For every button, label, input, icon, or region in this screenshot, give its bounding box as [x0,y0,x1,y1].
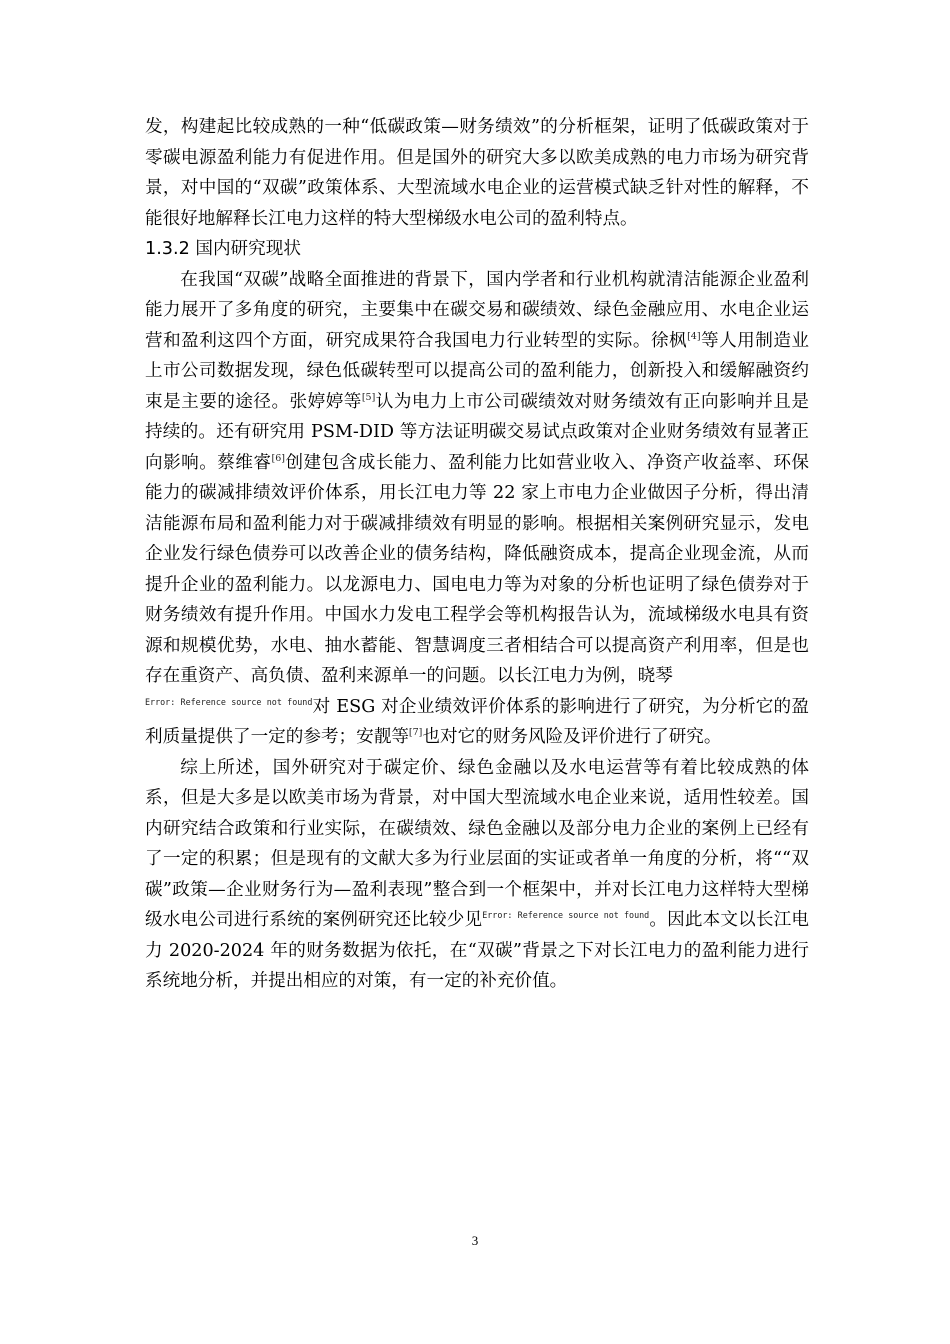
paragraph-text: 创建包含成长能力、盈利能力比如营业收入、净资产收益率、环保能力的碳减排绩效评价体系，用长江电力等 22 家上市电力企业做因子分析，得出清洁能源布局和盈利能力对于碳减排绩效有明显的影响。根据相关案例研究显示，发电企业发行绿色债券可以改善企业的债务结构，降低融资成本，提高企业现金流，从而提升企业的盈利能力。以龙源电力、国电电力等为对象的分析也证明了绿色债券对于财务绩效有提升作用。中国水力发电工程学会等机构报告认为，流域梯级水电具有资源和规模优势，水电、抽水蓄能、智慧调度三者相结合可以提高资产利用率，但是也存在重资产、高负债、盈利来源单一的问题。以长江电力为例，晓琴 [145,452,809,686]
paragraph-summary [145,753,809,997]
paragraph-text: 综上所述，国外研究对于碳定价、绿色金融以及水电运营等有着比较成熟的体系，但是大多是以欧美市场为背景，对中国大型流域水电企业来说，适用性较差。国内研究结合政策和行业实际，在碳绩效、绿色金融以及部分电力企业的案例上已经有了一定的积累；但是现有的文献大多为行业层面的实证或者单一角度的分析，将““双碳”政策—企业财务行为—盈利表现”整合到一个框架中，并对长江电力这样特大型梯级水电公司进行系统的案例研究还比较少见 [145,757,809,930]
paragraph-text: 对 ESG 对企业绩效评价体系的影响进行了研究，为分析它的盈利质量提供了一定的参考；安靓等 [145,696,809,747]
body-text [145,112,809,997]
paragraph-text: 在我国“双碳”战略全面推进的背景下，国内学者和行业机构就清洁能源企业盈利能力展开了多角度的研究，主要集中在碳交易和碳绩效、绿色金融应用、水电企业运营和盈利这四个方面，研究成果符合我国电力行业转型的实际。徐枫 [145,269,809,351]
citation-marker: [5] [361,391,376,403]
paragraph-domestic-research [145,265,809,753]
citation-marker: [7] [408,727,423,738]
paragraph-text: 认为电力上市公司碳绩效对财务绩效有正向影响并且是持续的。还有研究用 PSM-DID 等方法证明碳交易试点政策对企业财务绩效有显著正向影响。蔡维睿 [145,391,809,473]
paragraph-text: 发，构建起比较成熟的一种“低碳政策—财务绩效”的分析框架，证明了低碳政策对于零碳电源盈利能力有促进作用。但是国外的研究大多以欧美成熟的电力市场为研究背景，对中国的“双碳”政策体系、大型流域水电企业的运营模式缺乏针对性的解释，不能很好地解释长江电力这样的特大型梯级水电公司的盈利特点。 [145,117,809,229]
paragraph-text: 等人用制造业上市公司数据发现，绿色低碳转型可以提高公司的盈利能力，创新投入和缓解融资约束是主要的途径。张婷婷等 [145,330,809,412]
paragraph-text: 也对它的财务风险及评价进行了研究。 [422,727,722,747]
reference-error-marker: Error: Reference source not found [145,696,313,707]
paragraph-text: 。因此本文以长江电力 2020-2024 年的财务数据为依托，在“双碳”背景之下对长江电力的盈利能力进行系统地分析，并提出相应的对策，有一定的补充价值。 [145,910,809,991]
citation-marker: [6] [271,452,285,464]
reference-error-marker: Error: Reference source not found [482,910,650,920]
page-number: 3 [471,1233,479,1248]
paragraph-continued [145,112,809,234]
section-heading: 1.3.2 国内研究现状 [145,239,301,259]
citation-marker: [4] [687,330,701,342]
